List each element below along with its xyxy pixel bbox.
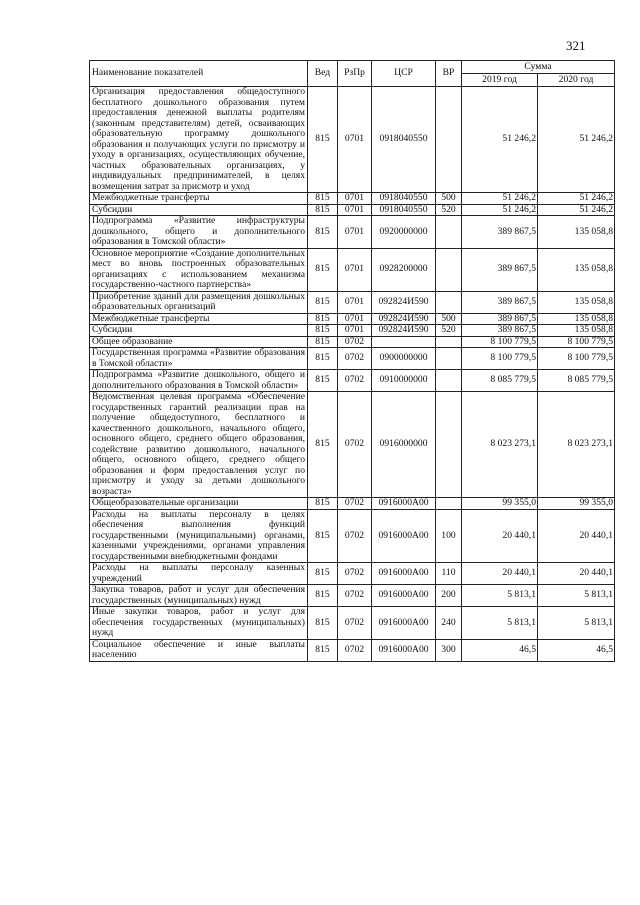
cell-csr: 0918040550	[372, 193, 436, 205]
cell-vr: 500	[436, 193, 462, 205]
budget-table	[89, 60, 615, 662]
cell-sum-2020: 51 246,2	[538, 204, 615, 216]
cell-sum-2020: 51 246,2	[538, 87, 615, 193]
table-row	[90, 193, 615, 205]
cell-ved: 815	[308, 498, 338, 510]
cell-name: Субсидии	[90, 325, 308, 337]
table-row	[90, 204, 615, 216]
cell-csr: 0918040550	[372, 204, 436, 216]
cell-rzpr: 0702	[338, 639, 372, 661]
cell-rzpr: 0701	[338, 204, 372, 216]
cell-sum-2020: 99 355,0	[538, 498, 615, 510]
cell-sum-2019: 20 440,1	[462, 563, 538, 585]
cell-name: Расходы на выплаты персоналу казенных учреждений	[90, 563, 308, 585]
table-row	[90, 216, 615, 249]
cell-sum-2019: 51 246,2	[462, 193, 538, 205]
table-row	[90, 336, 615, 348]
table-row	[90, 325, 615, 337]
cell-vr	[436, 370, 462, 392]
cell-csr: 092824И590	[372, 325, 436, 337]
header-rzpr: РзПр	[338, 61, 372, 87]
cell-csr: 0916000А00	[372, 563, 436, 585]
cell-name: Расходы на выплаты персоналу в целях обеспечения выполнения функций государственными (муниципальными) органами, казенными учреждениями, органами управления государственными внебюджетными фондами	[90, 509, 308, 563]
cell-rzpr: 0702	[338, 509, 372, 563]
cell-sum-2019: 51 246,2	[462, 204, 538, 216]
cell-sum-2020: 135 058,8	[538, 325, 615, 337]
cell-csr: 0910000000	[372, 370, 436, 392]
cell-name: Иные закупки товаров, работ и услуг для обеспечения государственных (муниципальных) нужд	[90, 607, 308, 640]
table-row	[90, 87, 615, 193]
cell-csr: 0916000А00	[372, 509, 436, 563]
cell-vr: 520	[436, 325, 462, 337]
cell-name: Закупка товаров, работ и услуг для обеспечения государственных (муниципальных) нужд	[90, 585, 308, 607]
table-row	[90, 639, 615, 661]
cell-rzpr: 0702	[338, 607, 372, 640]
table-row	[90, 370, 615, 392]
cell-rzpr: 0702	[338, 498, 372, 510]
cell-ved: 815	[308, 607, 338, 640]
cell-sum-2020: 135 058,8	[538, 291, 615, 313]
cell-name: Подпрограмма «Развитие инфраструктуры дошкольного, общего и дополнительного образования в Томской области»	[90, 216, 308, 249]
cell-ved: 815	[308, 313, 338, 325]
cell-sum-2020: 5 813,1	[538, 607, 615, 640]
cell-ved: 815	[308, 291, 338, 313]
cell-rzpr: 0702	[338, 370, 372, 392]
cell-ved: 815	[308, 639, 338, 661]
cell-sum-2019: 51 246,2	[462, 87, 538, 193]
cell-csr: 0918040550	[372, 87, 436, 193]
cell-vr: 520	[436, 204, 462, 216]
cell-vr	[436, 87, 462, 193]
cell-name: Общее образование	[90, 336, 308, 348]
cell-name: Общеобразовательные организации	[90, 498, 308, 510]
table-row	[90, 498, 615, 510]
cell-csr: 0928200000	[372, 248, 436, 291]
cell-ved: 815	[308, 216, 338, 249]
cell-sum-2020: 5 813,1	[538, 585, 615, 607]
cell-vr	[436, 498, 462, 510]
cell-csr: 0916000А00	[372, 498, 436, 510]
cell-rzpr: 0702	[338, 336, 372, 348]
table-row	[90, 248, 615, 291]
cell-sum-2019: 5 813,1	[462, 585, 538, 607]
header-ved: Вед	[308, 61, 338, 87]
cell-csr	[372, 336, 436, 348]
cell-sum-2019: 5 813,1	[462, 607, 538, 640]
table-row	[90, 563, 615, 585]
cell-name: Межбюджетные трансферты	[90, 313, 308, 325]
cell-vr: 100	[436, 509, 462, 563]
header-year-2019: 2019 год	[462, 74, 538, 87]
cell-csr: 0916000А00	[372, 585, 436, 607]
cell-sum-2020: 20 440,1	[538, 509, 615, 563]
cell-sum-2020: 8 100 779,5	[538, 336, 615, 348]
cell-rzpr: 0701	[338, 87, 372, 193]
cell-sum-2020: 135 058,8	[538, 313, 615, 325]
cell-sum-2019: 20 440,1	[462, 509, 538, 563]
cell-rzpr: 0701	[338, 193, 372, 205]
header-year-2020: 2020 год	[538, 74, 615, 87]
cell-ved: 815	[308, 509, 338, 563]
cell-name: Организация предоставления общедоступного бесплатного дошкольного образования путем предоставления денежной выплаты родителям (законным представителям) детей, осваивающих образовательную программу дошкольного образования и получающих услуги по присмотру и уходу в организациях, осуществляющих обучение, частных образовательных организациях, у индивидуальных предпринимателей, в целях возмещения затрат за присмотр и уход	[90, 87, 308, 193]
cell-ved: 815	[308, 348, 338, 370]
cell-name: Основное мероприятие «Создание дополнительных мест во вновь построенных образовательных организациях с использованием механизма государственно-частного партнерства»	[90, 248, 308, 291]
table-row	[90, 313, 615, 325]
cell-sum-2020: 135 058,8	[538, 248, 615, 291]
cell-sum-2019: 389 867,5	[462, 248, 538, 291]
cell-sum-2020: 135 058,8	[538, 216, 615, 249]
cell-sum-2020: 46,5	[538, 639, 615, 661]
cell-csr: 0920000000	[372, 216, 436, 249]
cell-rzpr: 0701	[338, 248, 372, 291]
cell-ved: 815	[308, 248, 338, 291]
cell-vr	[436, 248, 462, 291]
cell-csr: 0900000000	[372, 348, 436, 370]
cell-rzpr: 0701	[338, 313, 372, 325]
cell-rzpr: 0702	[338, 392, 372, 498]
cell-vr: 110	[436, 563, 462, 585]
cell-vr: 200	[436, 585, 462, 607]
cell-sum-2019: 8 085 779,5	[462, 370, 538, 392]
header-name: Наименование показателей	[90, 61, 308, 87]
cell-sum-2019: 46,5	[462, 639, 538, 661]
cell-sum-2019: 99 355,0	[462, 498, 538, 510]
header-csr: ЦСР	[372, 61, 436, 87]
cell-sum-2019: 389 867,5	[462, 291, 538, 313]
cell-vr: 240	[436, 607, 462, 640]
cell-name: Государственная программа «Развитие образования в Томской области»	[90, 348, 308, 370]
cell-csr: 0916000000	[372, 392, 436, 498]
cell-ved: 815	[308, 392, 338, 498]
cell-name: Субсидии	[90, 204, 308, 216]
cell-sum-2019: 389 867,5	[462, 313, 538, 325]
cell-vr	[436, 348, 462, 370]
cell-name: Ведомственная целевая программа «Обеспечение государственных гарантий реализации прав на получение общедоступного, бесплатного и качественного дошкольного, начального общего, основного общего, среднего общего образования, содействие развитию дошкольного, начального общего, основного общего, среднего общего образования и форм предоставления услуг по присмотру и уходу за детьми дошкольного возраста»	[90, 392, 308, 498]
table-header	[90, 61, 615, 87]
cell-vr	[436, 216, 462, 249]
header-sum: Сумма	[462, 61, 615, 74]
cell-ved: 815	[308, 336, 338, 348]
cell-vr	[436, 336, 462, 348]
cell-rzpr: 0702	[338, 348, 372, 370]
cell-sum-2020: 20 440,1	[538, 563, 615, 585]
cell-sum-2019: 389 867,5	[462, 325, 538, 337]
table-body	[90, 87, 615, 662]
cell-name: Приобретение зданий для размещения дошкольных образовательных организаций	[90, 291, 308, 313]
cell-rzpr: 0702	[338, 585, 372, 607]
cell-name: Межбюджетные трансферты	[90, 193, 308, 205]
table-row	[90, 607, 615, 640]
cell-name: Подпрограмма «Развитие дошкольного, общего и дополнительного образования в Томской области»	[90, 370, 308, 392]
cell-sum-2019: 8 100 779,5	[462, 348, 538, 370]
cell-ved: 815	[308, 87, 338, 193]
table-row	[90, 509, 615, 563]
cell-rzpr: 0701	[338, 291, 372, 313]
cell-ved: 815	[308, 585, 338, 607]
cell-vr: 500	[436, 313, 462, 325]
cell-csr: 0916000А00	[372, 607, 436, 640]
cell-sum-2020: 8 085 779,5	[538, 370, 615, 392]
cell-name: Социальное обеспечение и иные выплаты населению	[90, 639, 308, 661]
cell-rzpr: 0701	[338, 325, 372, 337]
cell-sum-2020: 8 100 779,5	[538, 348, 615, 370]
table-row	[90, 291, 615, 313]
cell-ved: 815	[308, 204, 338, 216]
table-row	[90, 348, 615, 370]
page-number: 321	[566, 38, 586, 53]
cell-rzpr: 0702	[338, 563, 372, 585]
table-row	[90, 585, 615, 607]
cell-vr: 300	[436, 639, 462, 661]
cell-sum-2019: 389 867,5	[462, 216, 538, 249]
cell-csr: 0916000А00	[372, 639, 436, 661]
cell-ved: 815	[308, 193, 338, 205]
cell-rzpr: 0701	[338, 216, 372, 249]
table-row	[90, 392, 615, 498]
cell-ved: 815	[308, 563, 338, 585]
cell-ved: 815	[308, 370, 338, 392]
cell-csr: 092824И590	[372, 291, 436, 313]
header-vr: ВР	[436, 61, 462, 87]
cell-sum-2019: 8 023 273,1	[462, 392, 538, 498]
cell-csr: 092824И590	[372, 313, 436, 325]
cell-sum-2019: 8 100 779,5	[462, 336, 538, 348]
cell-ved: 815	[308, 325, 338, 337]
cell-vr	[436, 392, 462, 498]
cell-sum-2020: 51 246,2	[538, 193, 615, 205]
cell-sum-2020: 8 023 273,1	[538, 392, 615, 498]
cell-vr	[436, 291, 462, 313]
